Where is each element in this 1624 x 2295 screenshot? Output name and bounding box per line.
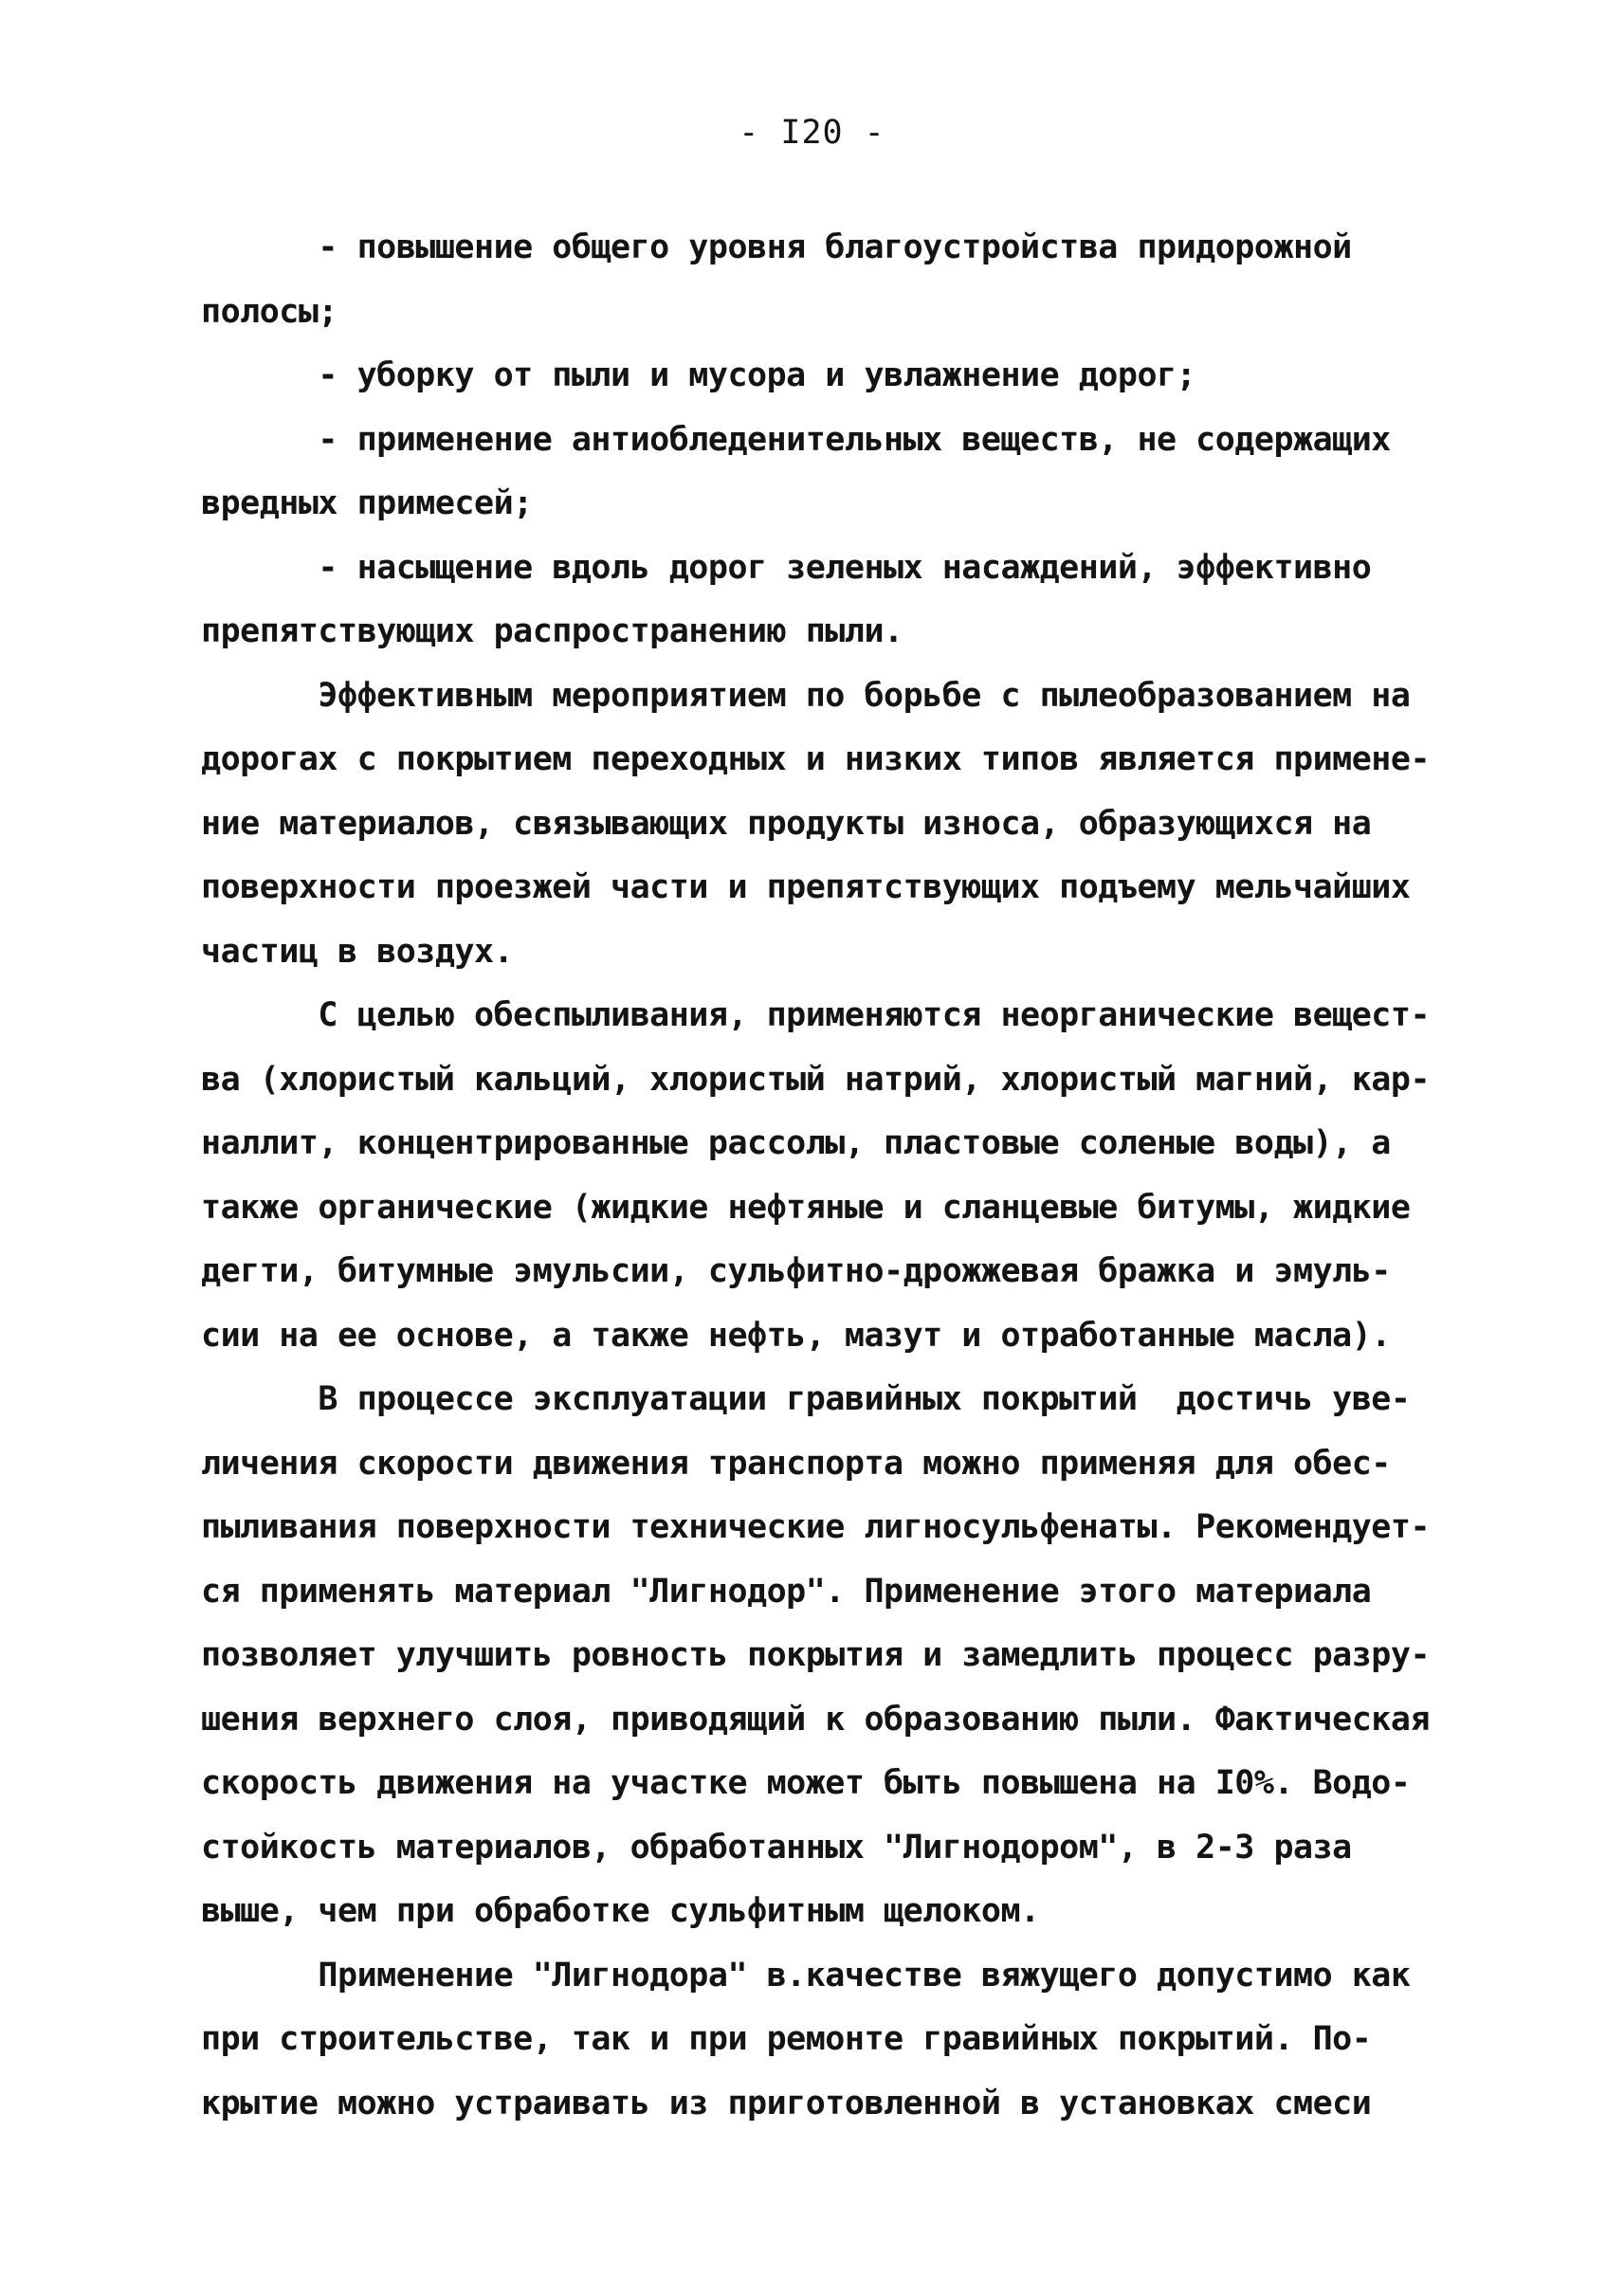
text-line: В процессе эксплуатации гравийных покрытий достичь уве-: [201, 1380, 1411, 1418]
text-line: сии на ее основе, а также нефть, мазут и отработанные масла).: [201, 1316, 1391, 1355]
text-line: позволяет улучшить ровность покрытия и замедлить процесс разру-: [201, 1636, 1431, 1674]
text-line: выше, чем при обработке сульфитным щелоком.: [201, 1892, 1040, 1930]
text-line: поверхности проезжей части и препятствующих подъему мельчайших: [201, 868, 1411, 906]
text-line: Эффективным мероприятием по борьбе с пылеобразованием на: [201, 676, 1411, 715]
text-line: скорость движения на участке может быть повышена на I0%. Водо-: [201, 1764, 1411, 1802]
text-line: - насыщение вдоль дорог зеленых насаждений, эффективно: [201, 548, 1372, 587]
text-line: при строительстве, так и при ремонте гравийных покрытий. По-: [201, 2020, 1372, 2058]
text-line: также органические (жидкие нефтяные и сланцевые битумы, жидкие: [201, 1188, 1411, 1227]
text-line: дегти, битумные эмульсии, сульфитно-дрожжевая бражка и эмуль-: [201, 1252, 1391, 1290]
text-line: стойкость материалов, обработанных "Лигнодором", в 2-3 раза: [201, 1828, 1352, 1867]
text-line: полосы;: [201, 292, 338, 331]
page-number: - I20 -: [739, 114, 885, 152]
text-line: - применение антиобледенительных веществ, не содержащих: [201, 420, 1391, 459]
text-line: ся применять материал "Лигнодор". Применение этого материала: [201, 1572, 1372, 1611]
body-text: [201, 216, 1443, 2136]
text-line: шения верхнего слоя, приводящий к образованию пыли. Фактическая: [201, 1700, 1431, 1739]
text-line: крытие можно устраивать из приготовленной в установках смеси: [201, 2084, 1372, 2122]
text-line: дорогах с покрытием переходных и низких типов является примене-: [201, 740, 1431, 778]
text-line: С целью обеспыливания, применяются неорганические вещест-: [201, 996, 1431, 1034]
text-line: - уборку от пыли и мусора и увлажнение дорог;: [201, 356, 1196, 394]
text-line: ние материалов, связывающих продукты износа, образующихся на: [201, 804, 1372, 843]
text-line: частиц в воздух.: [201, 932, 514, 971]
text-line: личения скорости движения транспорта можно применяя для обес-: [201, 1444, 1391, 1483]
text-line: ва (хлористый кальций, хлористый натрий, хлористый магний, кар-: [201, 1060, 1431, 1099]
text-line: наллит, концентрированные рассолы, пластовые соленые воды), а: [201, 1124, 1391, 1162]
text-line: препятствующих распространению пыли.: [201, 612, 903, 650]
text-line: Применение "Лигнодора" в.качестве вяжущего допустимо как: [201, 1956, 1411, 1994]
text-line: вредных примесей;: [201, 484, 533, 522]
text-line: - повышение общего уровня благоустройства придорожной: [201, 228, 1352, 266]
text-line: пыливания поверхности технические лигносульфенаты. Рекомендует-: [201, 1508, 1431, 1546]
